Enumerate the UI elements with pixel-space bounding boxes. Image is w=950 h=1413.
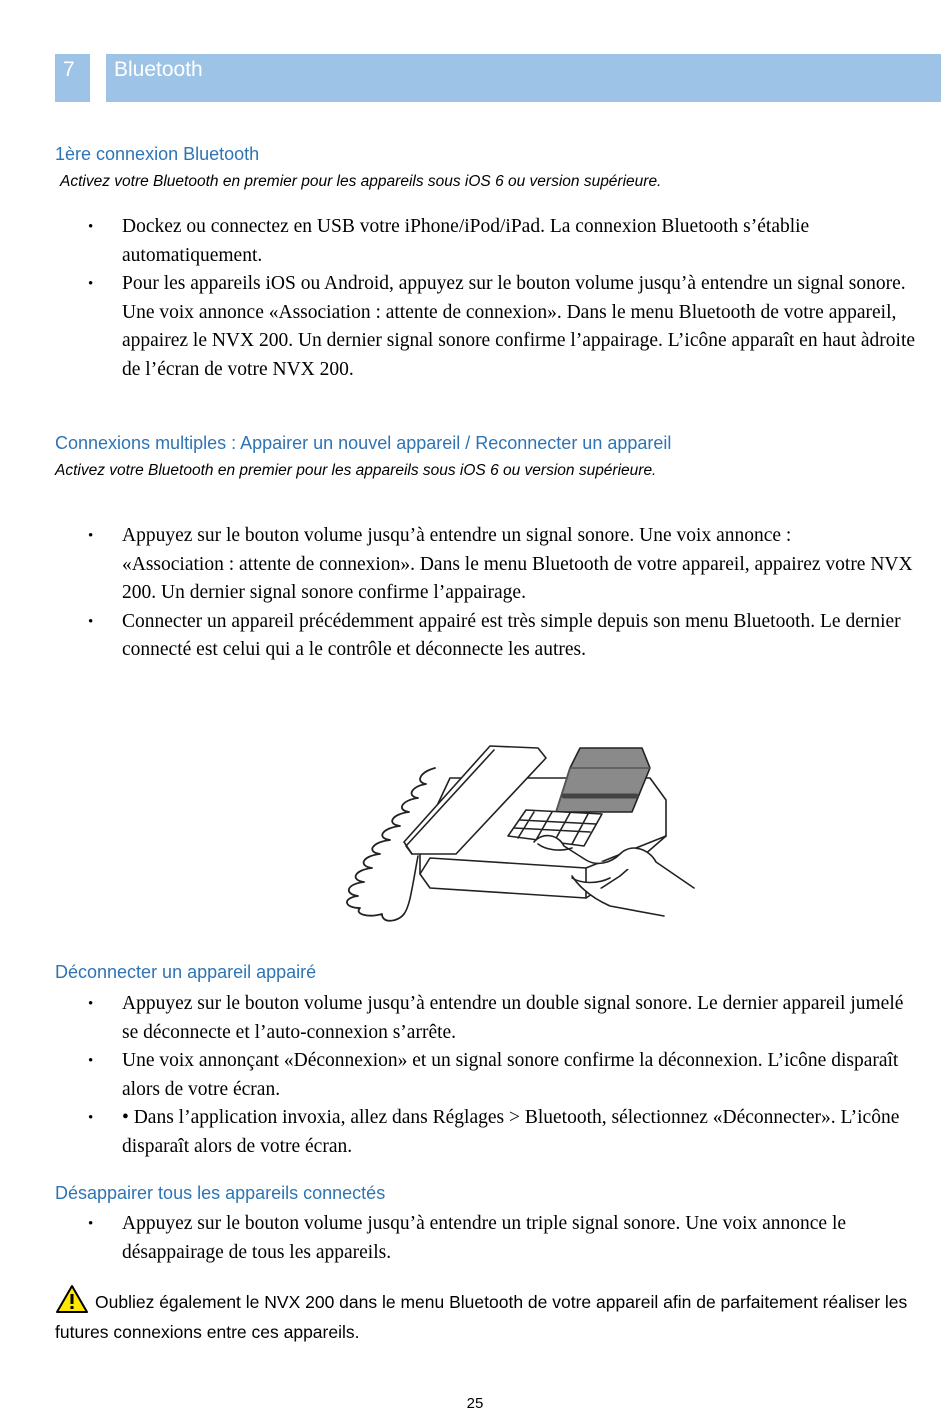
bullet-list xyxy=(88,1210,918,1267)
chapter-number: 7 xyxy=(55,54,90,102)
bullet-icon: • xyxy=(88,1053,94,1069)
list-item xyxy=(88,990,918,1047)
bullet-list xyxy=(88,990,918,1161)
list-item xyxy=(88,1210,918,1267)
bullet-icon: • xyxy=(88,1216,94,1232)
bullet-icon: • xyxy=(88,1110,94,1126)
bullet-icon: • xyxy=(88,996,94,1012)
desk-phone-illustration xyxy=(320,738,700,928)
list-item xyxy=(88,1104,918,1161)
dock-tablet xyxy=(556,748,650,812)
bullet-icon: • xyxy=(88,219,94,235)
list-item-text: Connecter un appareil précédemment appairé est très simple depuis son menu Bluetooth. Le dernier connecté est celui qui a le contrôle et déconnecte les autres. xyxy=(122,610,901,660)
warning-icon xyxy=(55,1284,89,1314)
bullet-icon: • xyxy=(88,276,94,292)
section-heading-multiple-connections: Connexions multiples : Appairer un nouvel appareil / Reconnecter un appareil xyxy=(55,433,672,453)
list-item-text: «Association : attente de connexion». Dans le menu Bluetooth de votre appareil, appairez votre NVX 200. Un dernier signal sonore confirme l’appairage. xyxy=(122,553,913,603)
warning-note xyxy=(55,1284,915,1347)
bullet-icon: • xyxy=(88,528,94,544)
section-heading-disconnect: Déconnecter un appareil appairé xyxy=(55,962,317,982)
section-note: Activez votre Bluetooth en premier pour les appareils sous iOS 6 ou version supérieure. xyxy=(60,173,662,190)
bullet-list xyxy=(88,213,918,384)
list-item xyxy=(88,522,918,608)
list-item xyxy=(88,213,918,270)
list-item-text: Dockez ou connectez en USB votre iPhone/iPod/iPad. La connexion Bluetooth s’établie automatiquement. xyxy=(122,216,810,266)
list-item xyxy=(88,270,918,384)
chapter-title: Bluetooth xyxy=(106,54,941,102)
list-item-text: Appuyez sur le bouton volume jusqu’à entendre un double signal sonore. Le dernier appareil jumelé se déconnecte et l’auto-connexion s’arrête. xyxy=(122,993,904,1043)
list-item-text: • Dans l’application invoxia, allez dans Réglages > Bluetooth, sélectionnez «Déconnecter». L’icône disparaît alors de votre écran. xyxy=(122,1107,900,1157)
list-item-text: Appuyez sur le bouton volume jusqu’à entendre un triple signal sonore. Une voix annonce le désappairage de tous les appareils. xyxy=(122,1213,847,1263)
section-heading-first-connection: 1ère connexion Bluetooth xyxy=(55,144,260,164)
warning-text: Oubliez également le NVX 200 dans le menu Bluetooth de votre appareil afin de parfaitement réaliser les futures connexions entre ces appareils. xyxy=(55,1292,908,1342)
section-heading-unpair-all: Désappairer tous les appareils connectés xyxy=(55,1183,386,1203)
page-number: 25 xyxy=(466,1395,484,1412)
list-item-text: Une voix annonçant «Déconnexion» et un signal sonore confirme la déconnexion. L’icône disparaît alors de votre écran. xyxy=(122,1050,899,1100)
list-item-text: Appuyez sur le bouton volume jusqu’à entendre un signal sonore. Une voix annonce : xyxy=(122,525,792,546)
list-item xyxy=(88,1047,918,1104)
list-item xyxy=(88,608,918,665)
section-note: Activez votre Bluetooth en premier pour les appareils sous iOS 6 ou version supérieure. xyxy=(55,462,657,479)
bullet-icon: • xyxy=(88,613,94,630)
bullet-list xyxy=(88,522,918,665)
list-item-text: Pour les appareils iOS ou Android, appuyez sur le bouton volume jusqu’à entendre un signal sonore. Une voix annonce «Association : attente de connexion». Dans le menu Bluetooth de votre appareil, appairez le NVX 200. Un dernier signal sonore confirme l’appairage. L’icône apparaît en haut àdroite de l’écran de votre NVX 200. xyxy=(122,273,916,380)
